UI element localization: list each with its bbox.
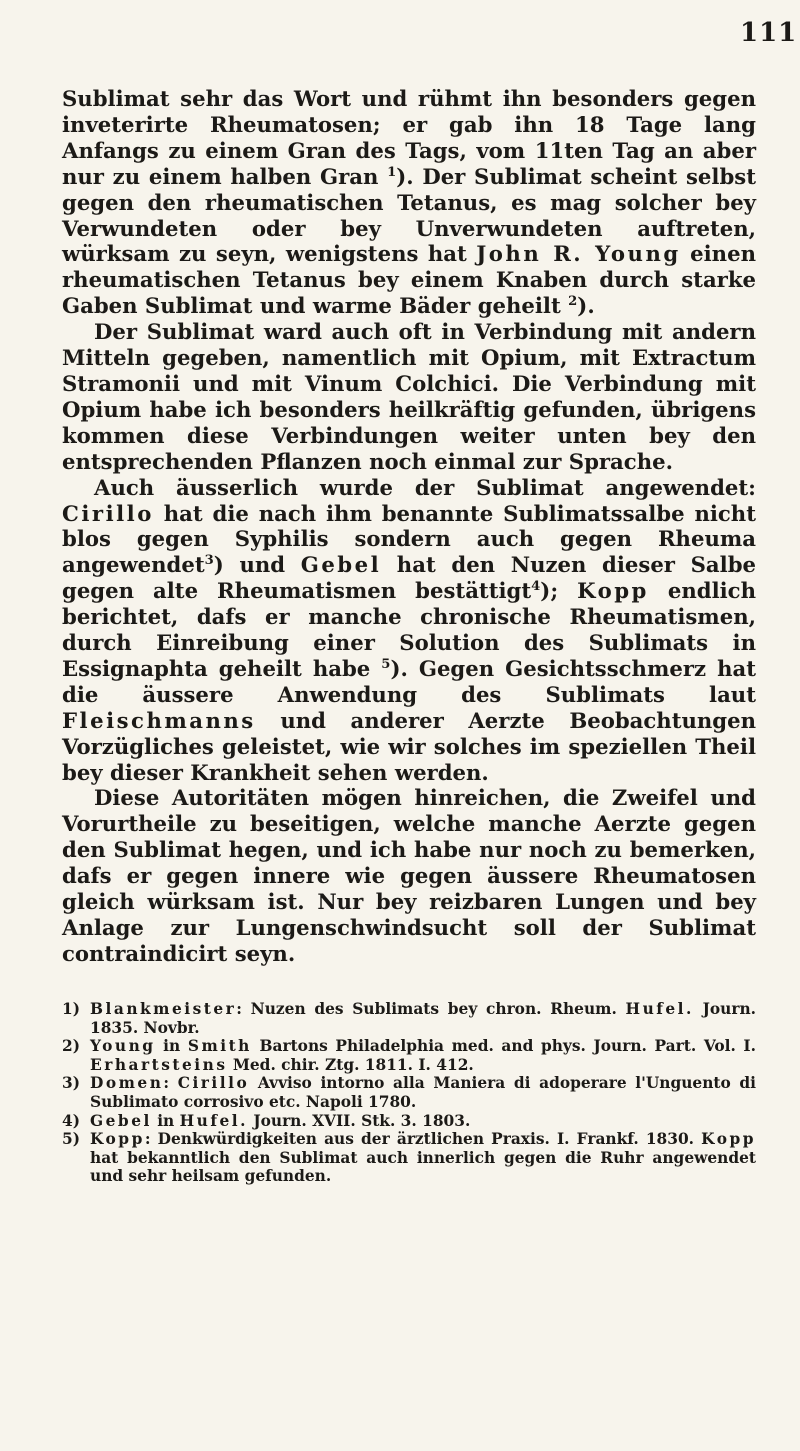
- paragraph: Diese Autoritäten mögen hinreichen, die Zweifel und Vorurtheile zu beseitigen, welche manche Aerzte gegen den Sublimat hegen, und ich habe nur noch zu bemerken, dafs er gegen innere wie gegen äussere Rheumatosen gleich würksam ist. Nur bey reizbaren Lungen und bey Anlage zur Lungenschwindsucht soll der Sublimat contraindicirt seyn.: [62, 785, 756, 966]
- author-name: Erhartsteins: [90, 1055, 228, 1074]
- footnote: 5) Kopp: Denkwürdigkeiten aus der ärztlichen Praxis. I. Frankf. 1830. Kopp hat bekanntlich den Sublimat auch innerlich gegen die Ruhr angewendet und sehr heilsam gefunden.: [62, 1130, 756, 1186]
- author-name: John R. Young: [476, 241, 681, 267]
- author-name: Cirillo: [177, 1074, 250, 1093]
- paragraph: Der Sublimat ward auch oft in Verbindung mit andern Mitteln gegeben, namentlich mit Opium, mit Extractum Stramonii und mit Vinum Colchici. Die Verbindung mit Opium habe ich besonders heilkräftig gefunden, übrigens kommen diese Verbindungen weiter unten bey den entsprechenden Pflanzen noch einmal zur Sprache.: [62, 319, 756, 474]
- footnote-ref: 3: [204, 553, 214, 569]
- footnote-number: 5): [62, 1130, 80, 1149]
- author-name: Gebel: [90, 1111, 152, 1130]
- paragraph: Auch äusserlich wurde der Sublimat angewendet: Cirillo hat die nach ihm benannte Sublimatssalbe nicht blos gegen Syphilis sondern auch gegen Rheuma angewendet$^3$) und Gebel hat den Nuzen dieser Salbe gegen alte Rheumatismen bestättigt$^4$); Kopp endlich berichtet, dafs er manche chronische Rheumatismen, durch Einreibung einer Solution des Sublimats in Essignaphta geheilt habe $^5$). Gegen Gesichtsschmerz hat die äussere Anwendung des Sublimats laut Fleischmanns und anderer Aerzte Beobachtungen Vorzügliches geleistet, wie wir solches im speziellen Theil bey dieser Krankheit sehen werden.: [62, 474, 756, 785]
- footnote: 2) Young in Smith Bartons Philadelphia med. and phys. Journ. Part. Vol. I. Erhartsteins Med. chir. Ztg. 1811. I. 412.: [62, 1037, 756, 1074]
- footnote-number: 2): [62, 1037, 80, 1056]
- main-text: [62, 86, 756, 967]
- author-name: Hufel.: [179, 1111, 248, 1130]
- author-name: Kopp: [701, 1130, 756, 1149]
- footnote-number: 1): [62, 1000, 80, 1018]
- footnote-ref: 4: [531, 579, 541, 595]
- author-name: Kopp: [577, 578, 649, 604]
- footnote-number: 4): [62, 1111, 80, 1130]
- author-name: Cirillo: [62, 500, 154, 526]
- footnote-ref: 5: [381, 656, 391, 672]
- footnote: 1) Blankmeister: Nuzen des Sublimats bey chron. Rheum. Hufel. Journ. 1835. Novbr.: [62, 1000, 756, 1037]
- author-name: Kopp: [90, 1130, 145, 1149]
- author-name: Gebel: [300, 552, 382, 578]
- author-name: Fleischmanns: [62, 707, 256, 733]
- paragraph: Sublimat sehr das Wort und rühmt ihn besonders gegen inveterirte Rheumatosen; er gab ihn 18 Tage lang Anfangs zu einem Gran des Tags, vom 11ten Tag an aber nur zu einem halben Gran $^1$). Der Sublimat scheint selbst gegen den rheumatischen Tetanus, es mag solcher bey Verwundeten oder bey Unverwundeten auftreten, würksam zu seyn, wenigstens hat John R. Young einen rheumatischen Tetanus bey einem Knaben durch starke Gaben Sublimat und warme Bäder geheilt $^2$).: [62, 86, 756, 319]
- footnote-number: 3): [62, 1074, 80, 1093]
- footnote: 4) Gebel in Hufel. Journ. XVII. Stk. 3. 1803.: [62, 1111, 471, 1130]
- footnotes: [62, 1000, 756, 1186]
- author-name: Young: [90, 1037, 156, 1056]
- footnote: 3) Domen: Cirillo Avviso intorno alla Maniera di adoperare l'Unguento di Sublimato corrosivo etc. Napoli 1780.: [62, 1074, 756, 1111]
- author-name: Hufel.: [625, 1000, 694, 1018]
- footnote-ref: 2: [568, 294, 578, 310]
- author-name: Smith: [187, 1037, 252, 1056]
- author-name: Blankmeister: [90, 1000, 237, 1018]
- footnote-ref: 1: [387, 164, 397, 180]
- author-name: Domen: [90, 1074, 164, 1093]
- page-number: 111: [740, 18, 798, 48]
